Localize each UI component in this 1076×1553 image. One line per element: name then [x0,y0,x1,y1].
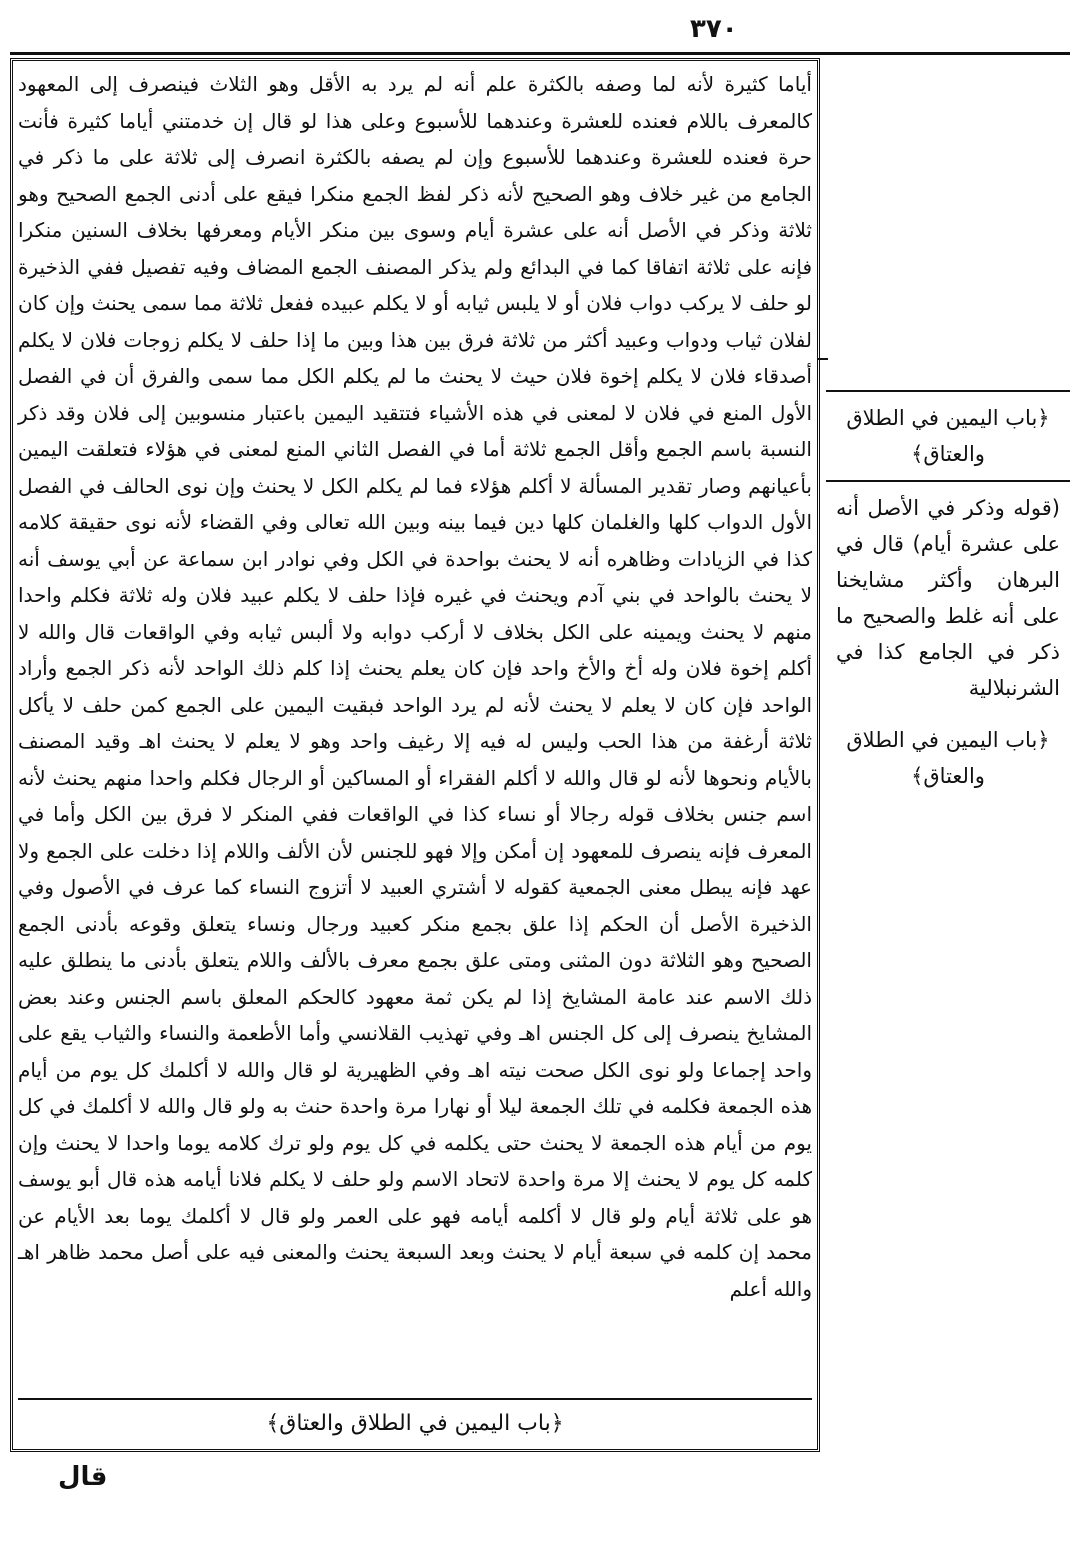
chapter-title: ﴿باب اليمين في الطلاق والعتاق﴾ [266,1411,564,1436]
margin-note: (قوله وذكر في الأصل أنه على عشرة أيام) قال في البرهان وأكثر مشايخنا على أنه غلط والصحيح ما ذكر في الجامع كذا في الشرنبلالية [836,496,1060,700]
page-number: ٣٧٠ [690,14,738,44]
margin-column [826,390,1070,802]
main-text-body [18,66,812,1307]
margin-chapter-heading-2: ﴿باب اليمين في الطلاق والعتاق﴾ [846,728,1050,788]
margin-chapter-heading: ﴿باب اليمين في الطلاق والعتاق﴾ [846,406,1050,466]
top-rule [10,52,1070,55]
margin-tick [818,358,828,360]
main-paragraph: أياما كثيرة لأنه لما وصفه بالكثرة علم أنه لم يرد به الأقل وهو الثلاث فينصرف إلى المعهود كالمعرف باللام فعنده للعشرة وعندهما للأسبوع وعلى هذا لو قال إن خدمتني أياما كثيرة فأنت حرة فعنده للعشرة وعندهما للأسبوع وإن لم يصفه بالكثرة انصرف إلى ثلاثة على ما ذكر في الجامع من غير خلاف وهو الصحيح لأنه ذكر لفظ الجمع منكرا فيقع على أدنى الجمع الصحيح وهو ثلاثة وذكر في الأصل أنه على عشرة أيام وسوى بين منكر الأيام ومعرفها بخلاف السنين منكرا فإنه على ثلاثة اتفاقا كما في البدائع ولم يذكر المصنف الجمع المضاف وفيه تفصيل ففي الذخيرة لو حلف لا يركب دواب فلان أو لا يلبس ثيابه أو لا يكلم عبيده ففعل ثلاثة مما سمى يحنث وإن كان لفلان ثياب ودواب وعبيد أكثر من ثلاثة فرق بين هذا وبين ما إذا حلف لا يكلم زوجات فلان لا يكلم أصدقاء فلان لا يكلم إخوة فلان حيث لا يحنث ما لم يكلم الكل مما سمى والفرق أن في الفصل الأول المنع في فلان لا لمعنى في هذه الأشياء فتتقيد اليمين باعتبار منسوبين إلى فلان وقد ذكر النسبة باسم الجمع وأقل الجمع ثلاثة أما في الفصل الثاني المنع لمعنى في هؤلاء فتعلقت اليمين بأعيانهم وصار تقدير المسألة لا أكلم هؤلاء فما لم يكلم الكل لا يحنث وإن نوى الحالف في الفصل الأول الدواب كلها والغلمان كلها دين فيما بينه وبين الله تعالى وفي القضاء لأنه نوى حقيقة كلامه كذا في الزيادات وظاهره أنه لا يحنث بواحدة في الكل وفي نوادر ابن سماعة عن أبي يوسف أنه لا يحنث بالواحد في بني آدم ويحنث في غيره فإذا حلف لا يكلم عبيد فلان وله ثلاثة فكلم واحدا منهم لا يحنث ويمينه على الكل بخلاف لا أركب دوابه ولا ألبس ثيابه وفي الواقعات قال والله لا أكلم إخوة فلان وله أخ والأخ واحد فإن كان يعلم يحنث إذا كلم ذلك الواحد لأنه ذكر الجمع وأراد الواحد فإن كان لا يعلم لا يحنث لأنه لم يرد الواحد فبقيت اليمين على الجمع كمن حلف لا يأكل ثلاثة أرغفة من هذا الحب وليس له فيه إلا رغيف واحد وهو لا يعلم لا يحنث اهـ وقيد المصنف بالأيام ونحوها لأنه لو قال والله لا أكلم الفقراء أو المساكين أو الرجال فكلم واحدا منهم يحنث لأنه اسم جنس بخلاف قوله رجالا أو نساء كذا في الواقعات ففي المنكر لا فرق بين الكل وأما في المعرف فإنه ينصرف للمعهود إن أمكن وإلا فهو للجنس لأن الألف واللام إذا دخلت على الجمع ولا عهد فإنه يبطل معنى الجمعية كقوله لا أشتري العبيد لا أتزوج النساء كما عرف في الأصول وفي الذخيرة الأصل أن الحكم إذا علق بجمع منكر كعبيد ورجال ونساء يتعلق وقوعه بأدنى الجمع الصحيح وهو الثلاثة دون المثنى ومتى علق بجمع معرف بالألف واللام يتعلق بأدنى ما ينطلق عليه ذلك الاسم عند عامة المشايخ إذا لم يكن ثمة معهود كالحكم المعلق باسم الجنس وعند بعض المشايخ ينصرف إلى كل الجنس اهـ وفي تهذيب القلانسي وأما الأطعمة والنساء والثياب يقع على واحد إجماعا ولو نوى الكل صحت نيته اهـ وفي الظهيرية لو قال والله لا أكلمك كل يوم من أيام هذه الجمعة فكلمه في تلك الجمعة ليلا أو نهارا مرة واحدة حنث به ولو قال والله لا أكلمك في كل يوم من أيام هذه الجمعة لا يحنث حتى يكلمه في كل يوم ولو ترك كلامه يوما واحدا لا يحنث وإن كلمه كل يوم لا يحنث إلا مرة واحدة لاتحاد الاسم ولو حلف لا يكلم فلانا أيامه هذه قال أبو يوسف هو على ثلاثة أيام ولو قال لا أكلمه أيامه فهو على العمر ولو قال لا أكلمك يوما بعد الأيام عن محمد إن كلمه في سبعة أيام لا يحنث وبعد السبعة يحنث والمعنى فيه على أصل محمد ظاهر اهـ والله أعلم [18,72,812,1301]
section-divider [18,1398,812,1400]
catchword: قال [58,1462,108,1492]
